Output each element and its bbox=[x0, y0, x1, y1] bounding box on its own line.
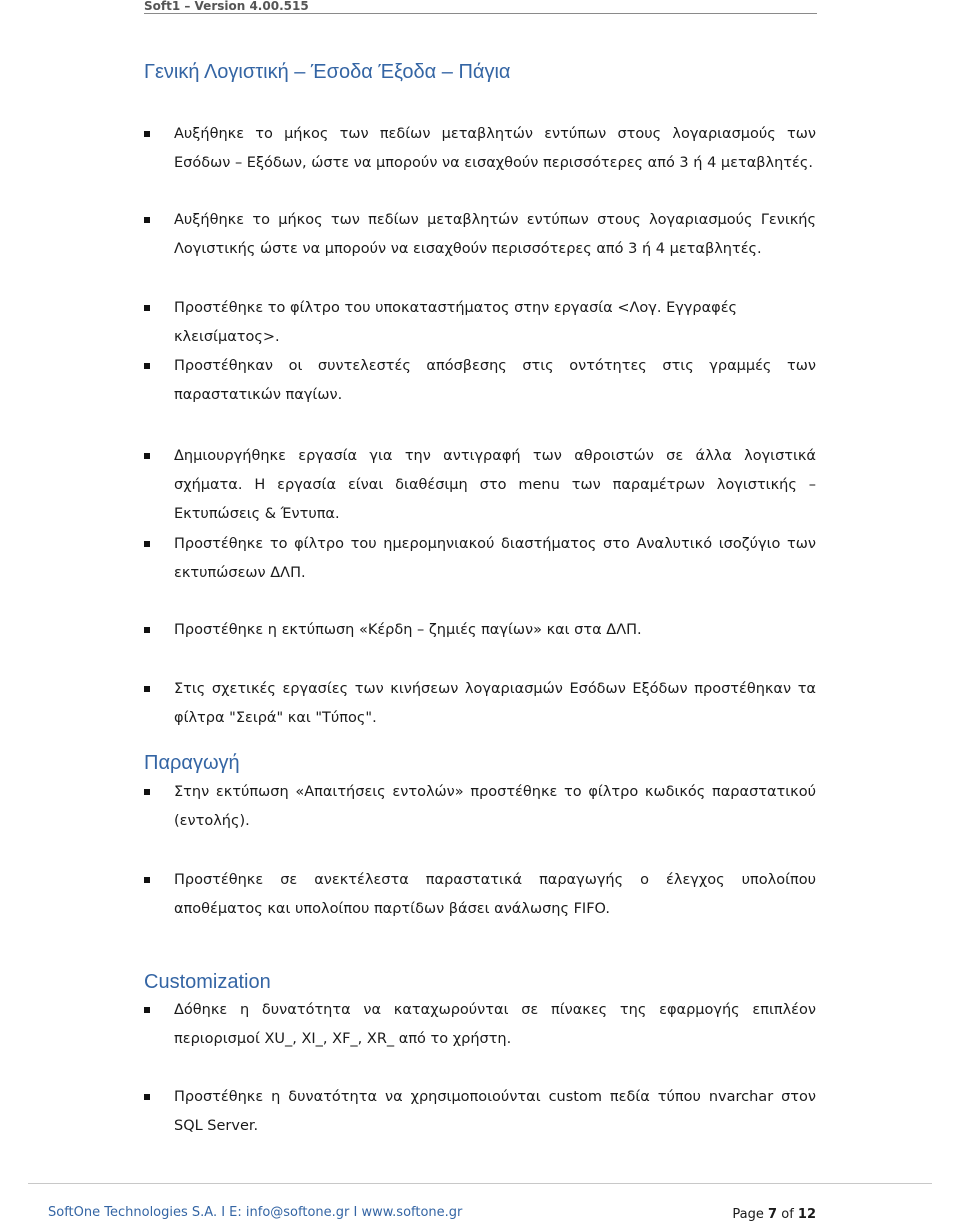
list-item-text: Στις σχετικές εργασίες των κινήσεων λογαριασμών Εσόδων Εξόδων προστέθηκαν τα φίλτρα "Σειρά" και "Τύπος". bbox=[174, 681, 816, 726]
page-total: 12 bbox=[797, 1207, 816, 1222]
list-item bbox=[144, 530, 816, 588]
page-of-label: of bbox=[781, 1207, 794, 1222]
footer-company-info: SoftOne Technologies S.A. I E: info@softone.gr I www.softone.gr bbox=[48, 1205, 463, 1220]
list-item bbox=[144, 866, 816, 924]
list-item bbox=[144, 442, 816, 529]
list-item-text: Προστέθηκε η εκτύπωση «Κέρδη – ζημιές παγίων» και στα ΔΛΠ. bbox=[174, 622, 642, 638]
header-divider bbox=[144, 13, 817, 14]
section-title-customization: Customization bbox=[144, 971, 271, 993]
list-item-text: Αυξήθηκε το μήκος των πεδίων μεταβλητών εντύπων στους λογαριασμούς των Εσόδων – Εξόδων, ώστε να μπορούν να εισαχθούν περισσότερες από 3 ή 4 μεταβλητές. bbox=[174, 126, 816, 171]
page-current: 7 bbox=[768, 1207, 778, 1222]
list-item bbox=[144, 206, 816, 264]
page-number bbox=[732, 1207, 816, 1223]
list-item bbox=[144, 996, 816, 1054]
list-item-text: Προστέθηκε σε ανεκτέλεστα παραστατικά παραγωγής ο έλεγχος υπολοίπου αποθέματος και υπολοίπου παρτίδων βάσει ανάλωσης FIFO. bbox=[174, 872, 816, 917]
list-item-text: Προστέθηκε το φίλτρο του ημερομηνιακού διαστήματος στο Αναλυτικό ισοζύγιο των εκτυπώσεων ΔΛΠ. bbox=[174, 536, 816, 581]
list-item bbox=[144, 778, 816, 836]
list-item-text: Προστέθηκε το φίλτρο του υποκαταστήματος στην εργασία <Λογ. Εγγραφές κλεισίματος>. bbox=[174, 300, 738, 345]
section-title-accounting: Γενική Λογιστική – Έσοδα Έξοδα – Πάγια bbox=[144, 61, 511, 83]
footer-divider bbox=[28, 1183, 932, 1184]
list-item-text: Προστέθηκαν οι συντελεστές απόσβεσης στις οντότητες στις γραμμές των παραστατικών παγίων. bbox=[174, 358, 816, 403]
section-title-production: Παραγωγή bbox=[144, 752, 240, 774]
list-item-text: Δημιουργήθηκε εργασία για την αντιγραφή των αθροιστών σε άλλα λογιστικά σχήματα. Η εργασία είναι διαθέσιμη στο menu των παραμέτρων λογιστικής – Εκτυπώσεις & Έντυπα. bbox=[174, 448, 816, 522]
list-item bbox=[144, 616, 816, 645]
list-item bbox=[144, 1083, 816, 1141]
list-item bbox=[144, 294, 816, 352]
list-item-text: Στην εκτύπωση «Απαιτήσεις εντολών» προστέθηκε το φίλτρο κωδικός παραστατικού (εντολής). bbox=[174, 784, 816, 829]
list-item-text: Προστέθηκε η δυνατότητα να χρησιμοποιούνται custom πεδία τύπου nvarchar στον SQL Server. bbox=[174, 1089, 816, 1134]
list-item-text: Δόθηκε η δυνατότητα να καταχωρούνται σε πίνακες της εφαρμογής επιπλέον περιορισμοί XU_, XI_, XF_, XR_ από το χρήστη. bbox=[174, 1002, 816, 1047]
document-header-title: Soft1 – Version 4.00.515 bbox=[144, 0, 309, 13]
list-item-text: Αυξήθηκε το μήκος των πεδίων μεταβλητών εντύπων στους λογαριασμούς Γενικής Λογιστικής ώστε να μπορούν να εισαχθούν περισσότερες από 3 ή 4 μεταβλητές. bbox=[174, 212, 816, 257]
list-item bbox=[144, 352, 816, 410]
page-label: Page bbox=[732, 1207, 764, 1222]
list-item bbox=[144, 120, 816, 178]
list-item bbox=[144, 675, 816, 733]
